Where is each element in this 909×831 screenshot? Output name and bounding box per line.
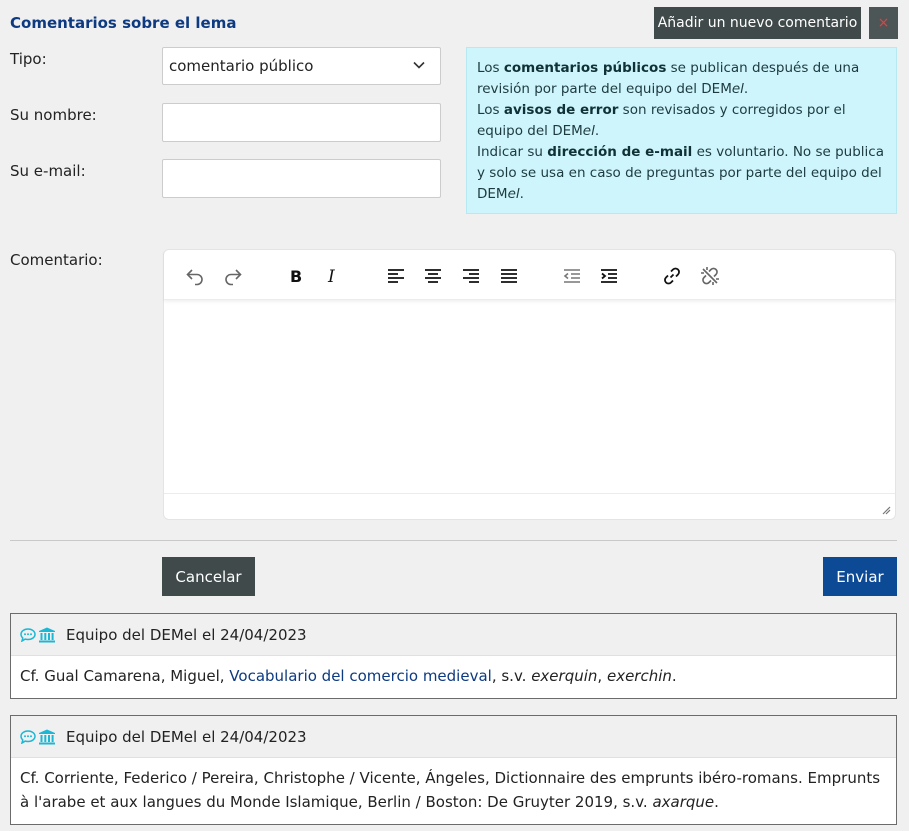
comment-card [10,715,897,825]
tipo-label: Tipo: [10,50,47,68]
info-box [466,47,897,214]
reference-link[interactable]: Vocabulario del comercio medieval [229,667,492,685]
outdent-icon[interactable] [561,265,583,287]
speech-bubble-icon [20,628,36,642]
comment-author: Equipo del DEMel el 24/04/2023 [66,727,307,746]
comment-header [11,716,896,758]
divider [10,540,897,541]
resize-handle-icon[interactable] [881,505,891,515]
editor-statusbar [164,493,895,519]
institution-icon [38,729,56,745]
comentario-label: Comentario: [10,251,103,269]
close-button[interactable]: × [869,7,898,39]
indent-icon[interactable] [598,265,620,287]
email-label: Su e-mail: [10,162,86,180]
tipo-select-value: comentario público [169,57,314,75]
bold-icon[interactable] [285,265,307,287]
align-justify-icon[interactable] [498,265,520,287]
comment-text: Cf. Corriente, Federico / Pereira, Christophe / Vicente, Ángeles, Dictionnaire des emprunts ibéro-romans. Emprunts à l'arabe et aux langues du Monde Islamique, Berlin / Boston: De Gruyter 2019, s.v. axarque. [20,769,881,811]
info-errors: Los avisos de error son revisados y corregidos por el equipo del DEMel. [477,102,846,139]
italic-icon[interactable] [322,265,344,287]
align-right-icon[interactable] [460,265,482,287]
info-public: Los comentarios públicos se publican después de una revisión por parte del equipo del DEMel. [477,60,860,97]
comment-card [10,613,897,699]
comment-author: Equipo del DEMel el 24/04/2023 [66,625,307,644]
svg-text:I: I [328,267,335,287]
info-email: Indicar su dirección de e-mail es voluntario. No se publica y solo se usa en caso de preguntas por parte del equipo del DEMel. [477,144,885,202]
link-icon[interactable] [661,265,683,287]
nombre-label: Su nombre: [10,106,97,124]
comment-text: Cf. Gual Camarena, Miguel, Vocabulario del comercio medieval, s.v. exerquin, exerchin. [20,667,677,685]
section-title: Comentarios sobre el lema [10,14,237,32]
align-center-icon[interactable] [422,265,444,287]
redo-icon[interactable] [222,265,244,287]
speech-bubble-icon [20,730,36,744]
comment-editor[interactable] [163,249,896,520]
editor-toolbar [164,250,895,300]
institution-icon [38,627,56,643]
add-comment-button[interactable]: Añadir un nuevo comentario [654,7,861,39]
chevron-down-icon [412,58,426,72]
cancel-button[interactable]: Cancelar [162,557,255,596]
align-left-icon[interactable] [385,265,407,287]
tipo-select[interactable] [162,47,441,85]
email-field[interactable] [162,159,441,198]
svg-text:B: B [290,267,303,286]
undo-icon[interactable] [184,265,206,287]
name-field[interactable] [162,103,441,142]
send-button[interactable]: Enviar [823,557,897,596]
comment-header [11,614,896,656]
unlink-icon[interactable] [699,265,721,287]
